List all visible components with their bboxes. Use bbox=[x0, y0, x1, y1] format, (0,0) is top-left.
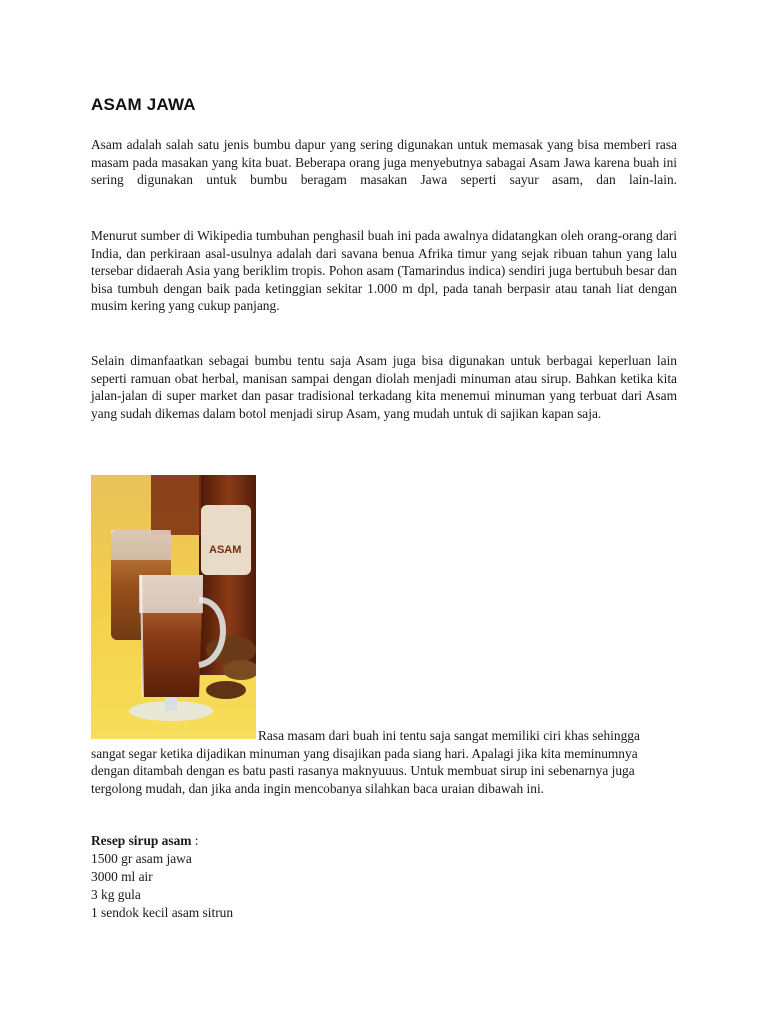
ingredient-item: 3 kg gula bbox=[91, 887, 141, 902]
paragraph-intro: Asam adalah salah satu jenis bumbu dapur yang sering digunakan untuk memasak yang bisa memberi rasa masam pada masakan yang kita buat. Beberapa orang juga menyebutnya sabagai Asam Jawa karena buah ini sering digunakan untuk bumbu beragam masakan Jawa seperti sayur asam, dan lain-lain. bbox=[91, 137, 677, 187]
ingredient-item: 1 sendok kecil asam sitrun bbox=[91, 905, 234, 920]
photo-caption: Rasa masam dari buah ini tentu saja sangat memiliki ciri khas sehingga sangat segar ketika dijadikan minuman yang disajikan pada siang hari. Apalagi jika kita meminumnya dengan ditambah dengan es batu pasti rasanya maknyuuus. Untuk membuat sirup ini sebenarnya juga tergolong mudah, dan jika anda ingin mencobanya silahkan baca uraian dibawah ini. bbox=[91, 728, 640, 796]
document-title: ASAM JAWA bbox=[91, 95, 196, 114]
tamarind-drink-photo bbox=[91, 475, 256, 739]
svg-text:ASAM: ASAM bbox=[209, 544, 242, 556]
paragraph-uses: Selain dimanfaatkan sebagai bumbu tentu saja Asam juga bisa digunakan untuk berbagai keperluan lain seperti ramuan obat herbal, manisan sampai dengan diolah menjadi minuman atau sirup. Bahkan ketika kita jalan-jalan di super market dan pasar tradisional terkadang kita menemui minuman yang terbuat dari Asam yang sudah dikemas dalam botol menjadi sirup Asam, yang mudah untuk di sajikan kapan saja. bbox=[91, 353, 677, 421]
ingredient-list bbox=[91, 850, 233, 922]
ingredient-item: 3000 ml air bbox=[91, 869, 153, 884]
ingredient-item: 1500 gr asam jawa bbox=[91, 851, 192, 866]
paragraph-origin: Menurut sumber di Wikipedia tumbuhan penghasil buah ini pada awalnya didatangkan oleh orang-orang dari India, dan perkiraan asal-usulnya adalah dari savana benua Afrika timur yang sejak ribuan tahun yang lalu tersebar didaerah Asia yang beriklim tropis. Pohon asam (Tamarindus indica) sendiri juga bertubuh besar dan bisa tumbuh dengan baik pada ketinggian sekitar 1.000 m dpl, pada tanah berpasir atau tanah liat dengan musim kering yang cukup panjang. bbox=[91, 228, 677, 313]
recipe-heading: Resep sirup asam : bbox=[91, 833, 199, 848]
